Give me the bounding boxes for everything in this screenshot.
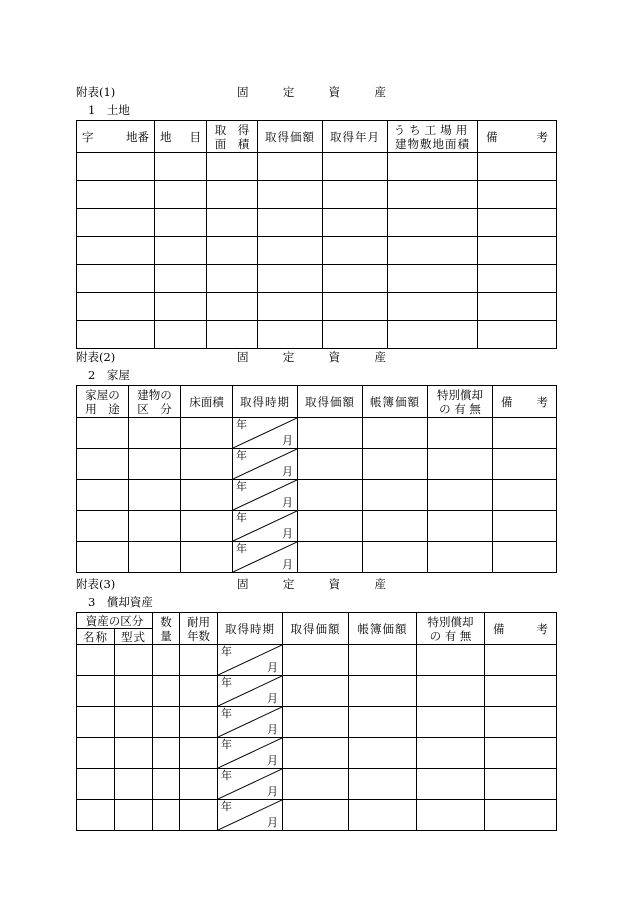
building-cell[interactable]	[129, 480, 181, 511]
building-row	[77, 542, 557, 573]
land-cell[interactable]	[258, 181, 323, 209]
depreciable-cell[interactable]	[485, 738, 557, 769]
land-cell[interactable]	[478, 321, 557, 349]
building-cell[interactable]	[298, 511, 363, 542]
depreciable-cell[interactable]	[485, 769, 557, 800]
building-cell[interactable]	[77, 480, 129, 511]
month-label: 月	[267, 692, 278, 705]
land-cell[interactable]	[207, 209, 258, 237]
acquisition-period-cell[interactable]	[233, 511, 298, 542]
land-cell[interactable]	[155, 153, 207, 181]
acquisition-period-cell[interactable]	[218, 738, 283, 769]
depreciable-cell[interactable]	[283, 645, 349, 676]
acquisition-period-cell[interactable]	[233, 542, 298, 573]
land-cell[interactable]	[388, 265, 478, 293]
building-cell[interactable]	[181, 418, 233, 449]
year-label: 年	[221, 676, 232, 689]
depreciable-cell[interactable]	[115, 645, 153, 676]
depreciable-header-qty: 数 量	[153, 613, 180, 645]
land-cell[interactable]	[323, 265, 388, 293]
land-cell[interactable]	[323, 153, 388, 181]
acquisition-period-cell[interactable]	[233, 480, 298, 511]
depreciable-cell[interactable]	[153, 645, 180, 676]
depreciable-cell[interactable]	[349, 738, 417, 769]
building-cell[interactable]	[77, 511, 129, 542]
land-cell[interactable]	[77, 237, 155, 265]
depreciable-row	[77, 676, 557, 707]
building-header-cost: 取得価額	[298, 386, 363, 418]
building-row	[77, 449, 557, 480]
building-cell[interactable]	[129, 511, 181, 542]
building-header-special-dep: 特別償却 の 有 無	[428, 386, 493, 418]
depreciable-row	[77, 645, 557, 676]
depreciable-cell[interactable]	[77, 738, 115, 769]
land-cell[interactable]	[207, 181, 258, 209]
land-row	[77, 321, 557, 349]
land-cell[interactable]	[77, 293, 155, 321]
year-label: 年	[236, 480, 247, 493]
building-cell[interactable]	[77, 418, 129, 449]
land-cell[interactable]	[388, 181, 478, 209]
land-row	[77, 265, 557, 293]
month-label: 月	[267, 723, 278, 736]
land-cell[interactable]	[388, 293, 478, 321]
building-cell[interactable]	[363, 542, 428, 573]
depreciable-cell[interactable]	[283, 769, 349, 800]
depreciable-table	[76, 612, 557, 831]
acquisition-period-cell[interactable]	[218, 769, 283, 800]
depreciable-cell[interactable]	[77, 676, 115, 707]
building-row	[77, 418, 557, 449]
depreciable-cell[interactable]	[153, 707, 180, 738]
building-cell[interactable]	[493, 542, 557, 573]
depreciable-cell[interactable]	[153, 738, 180, 769]
building-cell[interactable]	[298, 418, 363, 449]
month-label: 月	[282, 527, 293, 540]
building-cell[interactable]	[129, 542, 181, 573]
depreciable-cell[interactable]	[485, 676, 557, 707]
building-cell[interactable]	[298, 480, 363, 511]
depreciable-cell[interactable]	[417, 738, 485, 769]
land-cell[interactable]	[388, 153, 478, 181]
depreciable-cell[interactable]	[77, 645, 115, 676]
depreciable-header-remarks: 備 考	[485, 613, 557, 645]
building-cell[interactable]	[77, 542, 129, 573]
year-label: 年	[221, 738, 232, 751]
month-label: 月	[282, 465, 293, 478]
land-cell[interactable]	[155, 237, 207, 265]
land-cell[interactable]	[478, 153, 557, 181]
land-row	[77, 181, 557, 209]
land-cell[interactable]	[388, 209, 478, 237]
depreciable-cell[interactable]	[115, 707, 153, 738]
land-header-area: 取 得 面 積	[207, 121, 258, 153]
year-label: 年	[236, 449, 247, 462]
building-cell[interactable]	[363, 449, 428, 480]
month-label: 月	[267, 661, 278, 674]
acquisition-period-cell[interactable]	[218, 800, 283, 831]
year-label: 年	[221, 800, 232, 813]
land-cell[interactable]	[258, 265, 323, 293]
building-table-ref: 附表(2)	[76, 350, 116, 364]
building-header-class: 建物の 区 分	[129, 386, 181, 418]
building-cell[interactable]	[181, 542, 233, 573]
building-cell[interactable]	[363, 418, 428, 449]
depreciable-cell[interactable]	[180, 738, 218, 769]
land-row	[77, 237, 557, 265]
building-cell[interactable]	[129, 449, 181, 480]
month-label: 月	[267, 816, 278, 829]
depreciable-cell[interactable]	[349, 800, 417, 831]
land-cell[interactable]	[258, 153, 323, 181]
land-header-row	[77, 121, 557, 153]
land-cell[interactable]	[258, 237, 323, 265]
building-header-remarks: 備 考	[493, 386, 557, 418]
acquisition-period-cell[interactable]	[233, 449, 298, 480]
land-cell[interactable]	[77, 209, 155, 237]
depreciable-header-name: 名称	[77, 629, 115, 645]
land-cell[interactable]	[258, 209, 323, 237]
depreciable-header-asset-class: 資産の区分	[77, 613, 153, 629]
depreciable-cell[interactable]	[283, 676, 349, 707]
depreciable-row	[77, 738, 557, 769]
year-label: 年	[236, 542, 247, 555]
land-cell[interactable]	[478, 181, 557, 209]
depreciable-cell[interactable]	[180, 769, 218, 800]
land-cell[interactable]	[323, 237, 388, 265]
building-cell[interactable]	[363, 511, 428, 542]
depreciable-cell[interactable]	[180, 645, 218, 676]
land-cell[interactable]	[155, 321, 207, 349]
depreciable-header-row-1	[77, 613, 557, 629]
land-row	[77, 209, 557, 237]
land-header-remarks: 備 考	[478, 121, 557, 153]
land-table	[76, 120, 557, 349]
land-cell[interactable]	[388, 237, 478, 265]
depreciable-cell[interactable]	[283, 707, 349, 738]
year-label: 年	[221, 707, 232, 720]
land-cell[interactable]	[77, 153, 155, 181]
depreciable-cell[interactable]	[115, 800, 153, 831]
land-cell[interactable]	[323, 293, 388, 321]
building-cell[interactable]	[181, 480, 233, 511]
land-cell[interactable]	[155, 209, 207, 237]
land-cell[interactable]	[258, 293, 323, 321]
land-cell[interactable]	[478, 237, 557, 265]
depreciable-cell[interactable]	[153, 800, 180, 831]
depreciable-cell[interactable]	[417, 676, 485, 707]
depreciable-table-ref: 附表(3)	[76, 577, 116, 591]
year-label: 年	[236, 418, 247, 431]
building-cell[interactable]	[493, 480, 557, 511]
depreciable-header-book-value: 帳簿価額	[349, 613, 417, 645]
building-cell[interactable]	[181, 511, 233, 542]
building-row	[77, 511, 557, 542]
acquisition-period-cell[interactable]	[218, 707, 283, 738]
land-section-label: 1 土地	[88, 103, 130, 117]
depreciable-cell[interactable]	[77, 707, 115, 738]
depreciable-cell[interactable]	[77, 800, 115, 831]
building-cell[interactable]	[493, 418, 557, 449]
building-cell[interactable]	[129, 418, 181, 449]
land-row	[77, 293, 557, 321]
month-label: 月	[282, 558, 293, 571]
building-cell[interactable]	[428, 480, 493, 511]
depreciable-cell[interactable]	[180, 800, 218, 831]
depreciable-cell[interactable]	[153, 769, 180, 800]
depreciable-cell[interactable]	[283, 800, 349, 831]
building-cell[interactable]	[298, 542, 363, 573]
building-section-label: 2 家屋	[88, 368, 130, 382]
depreciable-cell[interactable]	[115, 676, 153, 707]
depreciable-cell[interactable]	[115, 738, 153, 769]
building-header-floor-area: 床面積	[181, 386, 233, 418]
land-header-factory-area: うち工場用 建物敷地面積	[388, 121, 478, 153]
depreciable-header-model: 型式	[115, 629, 153, 645]
depreciable-cell[interactable]	[180, 676, 218, 707]
land-header-date: 取得年月	[323, 121, 388, 153]
land-table-ref: 附表(1)	[76, 85, 116, 99]
land-cell[interactable]	[207, 265, 258, 293]
land-cell[interactable]	[155, 293, 207, 321]
building-header-use: 家屋の 用 途	[77, 386, 129, 418]
land-cell[interactable]	[155, 265, 207, 293]
land-cell[interactable]	[478, 293, 557, 321]
depreciable-heading: 固 定 資 産	[237, 577, 387, 591]
depreciable-cell[interactable]	[417, 769, 485, 800]
building-cell[interactable]	[298, 449, 363, 480]
building-cell[interactable]	[493, 449, 557, 480]
land-row	[77, 153, 557, 181]
depreciable-cell[interactable]	[349, 645, 417, 676]
depreciable-cell[interactable]	[349, 769, 417, 800]
land-cell[interactable]	[478, 209, 557, 237]
acquisition-period-cell[interactable]	[218, 676, 283, 707]
building-cell[interactable]	[428, 542, 493, 573]
depreciable-cell[interactable]	[417, 800, 485, 831]
depreciable-cell[interactable]	[417, 707, 485, 738]
land-cell[interactable]	[207, 321, 258, 349]
depreciable-cell[interactable]	[485, 707, 557, 738]
depreciable-cell[interactable]	[417, 645, 485, 676]
building-cell[interactable]	[428, 511, 493, 542]
month-label: 月	[267, 785, 278, 798]
depreciable-cell[interactable]	[485, 645, 557, 676]
land-cell[interactable]	[77, 265, 155, 293]
month-label: 月	[267, 754, 278, 767]
acquisition-period-cell[interactable]	[233, 418, 298, 449]
land-heading: 固 定 資 産	[237, 85, 387, 99]
depreciable-row	[77, 769, 557, 800]
building-row	[77, 480, 557, 511]
building-heading: 固 定 資 産	[237, 350, 387, 364]
building-cell[interactable]	[428, 449, 493, 480]
building-cell[interactable]	[181, 449, 233, 480]
depreciable-row	[77, 707, 557, 738]
building-cell[interactable]	[363, 480, 428, 511]
land-header-aza-chiban: 字 地番	[77, 121, 155, 153]
depreciable-cell[interactable]	[349, 707, 417, 738]
land-cell[interactable]	[207, 153, 258, 181]
land-cell[interactable]	[323, 209, 388, 237]
year-label: 年	[221, 645, 232, 658]
depreciable-cell[interactable]	[349, 676, 417, 707]
land-cell[interactable]	[478, 265, 557, 293]
land-cell[interactable]	[77, 181, 155, 209]
land-cell[interactable]	[155, 181, 207, 209]
building-cell[interactable]	[493, 511, 557, 542]
land-header-chimoku: 地 目	[155, 121, 207, 153]
depreciable-cell[interactable]	[180, 707, 218, 738]
depreciable-cell[interactable]	[283, 738, 349, 769]
building-header-acq-period: 取得時期	[233, 386, 298, 418]
depreciable-header-acq-period: 取得時期	[218, 613, 283, 645]
year-label: 年	[221, 769, 232, 782]
land-cell[interactable]	[323, 181, 388, 209]
building-cell[interactable]	[77, 449, 129, 480]
land-header-cost: 取得価額	[258, 121, 323, 153]
building-header-book-value: 帳簿価額	[363, 386, 428, 418]
depreciable-cell[interactable]	[153, 676, 180, 707]
depreciable-header-cost: 取得価額	[283, 613, 349, 645]
depreciable-section-label: 3 償却資産	[88, 595, 153, 609]
land-cell[interactable]	[258, 321, 323, 349]
depreciable-header-useful-life: 耐用 年数	[180, 613, 218, 645]
land-cell[interactable]	[388, 321, 478, 349]
depreciable-header-special-dep: 特別償却 の 有 無	[417, 613, 485, 645]
month-label: 月	[282, 434, 293, 447]
land-cell[interactable]	[207, 237, 258, 265]
building-header-row	[77, 386, 557, 418]
year-label: 年	[236, 511, 247, 524]
land-cell[interactable]	[323, 321, 388, 349]
depreciable-cell[interactable]	[485, 800, 557, 831]
month-label: 月	[282, 496, 293, 509]
depreciable-cell[interactable]	[77, 769, 115, 800]
building-cell[interactable]	[428, 418, 493, 449]
land-cell[interactable]	[77, 321, 155, 349]
depreciable-cell[interactable]	[115, 769, 153, 800]
building-table	[76, 385, 557, 573]
depreciable-row	[77, 800, 557, 831]
land-cell[interactable]	[207, 293, 258, 321]
acquisition-period-cell[interactable]	[218, 645, 283, 676]
